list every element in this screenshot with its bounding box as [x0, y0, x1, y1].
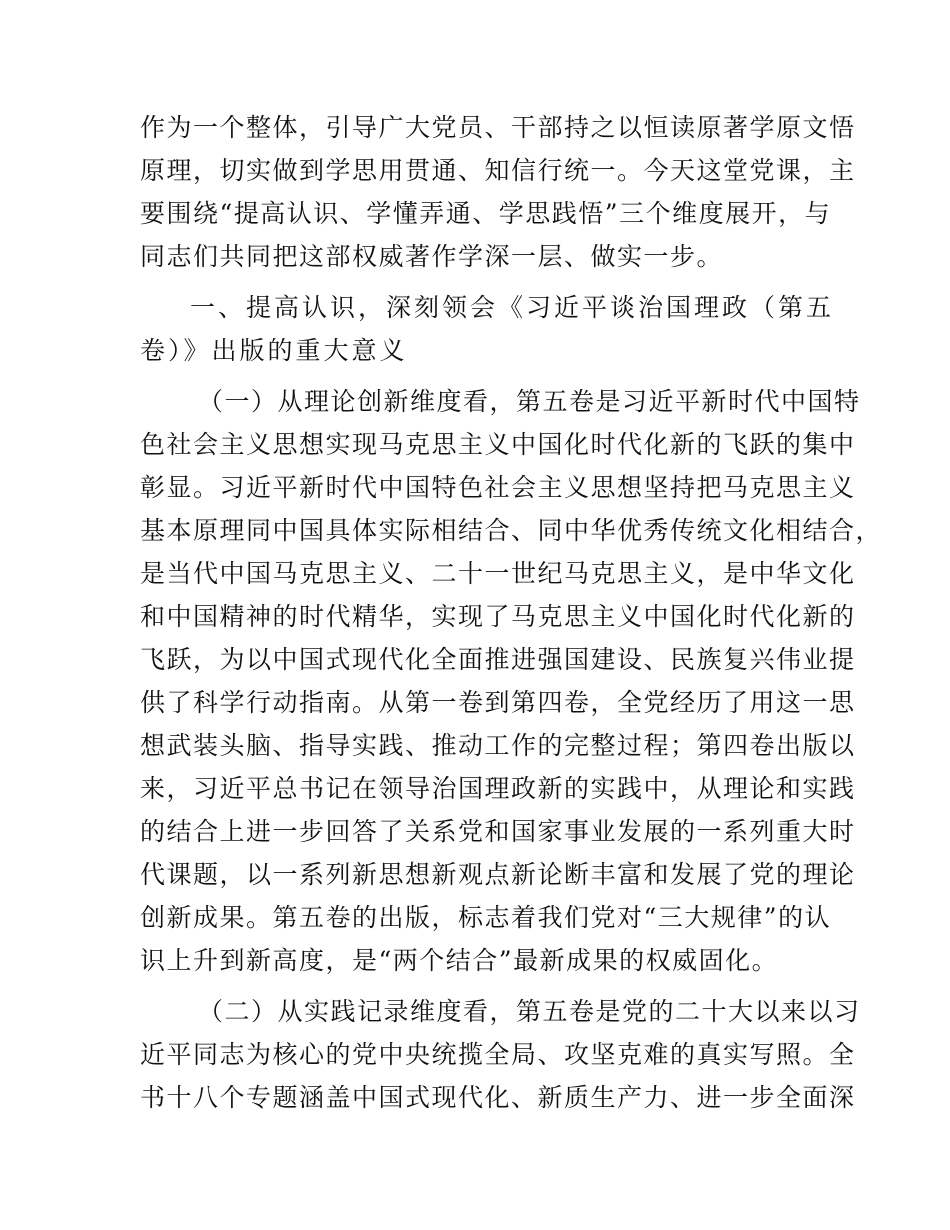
- paragraph-line: 书十八个专题涵盖中国式现代化、新质生产力、进一步全面深: [140, 1083, 856, 1112]
- paragraph-line: 要围绕“提高认识、学懂弄通、学思践悟”三个维度展开，与: [140, 199, 832, 228]
- section-heading: 一、提高认识，深刻领会《习近平谈治国理政（第五: [190, 293, 835, 322]
- paragraph-line: 代课题，以一系列新思想新观点新论断丰富和发展了党的理论: [140, 860, 856, 889]
- paragraph-line: 原理，切实做到学思用贯通、知信行统一。今天这堂党课，主: [140, 156, 856, 185]
- paragraph-line: 飞跃，为以中国式现代化全面推进强国建设、民族复兴伟业提: [140, 645, 856, 674]
- paragraph-line: 作为一个整体，引导广大党员、干部持之以恒读原著学原文悟: [140, 113, 856, 142]
- paragraph-line: 创新成果。第五卷的出版，标志着我们党对“三大规律”的认: [140, 903, 832, 932]
- paragraph-line: 色社会主义思想实现马克思主义中国化时代化新的飞跃的集中: [140, 430, 856, 459]
- paragraph-line: 同志们共同把这部权威著作学深一层、做实一步。: [140, 242, 724, 271]
- paragraph-line: 供了科学行动指南。从第一卷到第四卷，全党经历了用这一思: [140, 688, 856, 717]
- paragraph-line: 是当代中国马克思主义、二十一世纪马克思主义，是中华文化: [140, 559, 856, 588]
- paragraph-line: 和中国精神的时代精华，实现了马克思主义中国化时代化新的: [140, 602, 856, 631]
- paragraph-line: 想武装头脑、指导实践、推动工作的完整过程；第四卷出版以: [140, 731, 856, 760]
- section-heading: 卷）》出版的重大意义: [140, 336, 408, 365]
- paragraph-line: 的结合上进一步回答了关系党和国家事业发展的一系列重大时: [140, 817, 856, 846]
- subsection-line: （二）从实践记录维度看，第五卷是党的二十大以来以习: [198, 997, 861, 1026]
- paragraph-line: 识上升到新高度，是“两个结合”最新成果的权威固化。: [140, 946, 779, 975]
- paragraph-line: 来，习近平总书记在领导治国理政新的实践中，从理论和实践: [140, 774, 856, 803]
- subsection-line: （一）从理论创新维度看，第五卷是习近平新时代中国特: [198, 387, 861, 416]
- paragraph-line: 近平同志为核心的党中央统揽全局、攻坚克难的真实写照。全: [140, 1040, 856, 1069]
- paragraph-line: 彰显。习近平新时代中国特色社会主义思想坚持把马克思主义: [140, 473, 856, 502]
- paragraph-line: 基本原理同中国具体实际相结合、同中华优秀传统文化相结合，: [140, 516, 883, 545]
